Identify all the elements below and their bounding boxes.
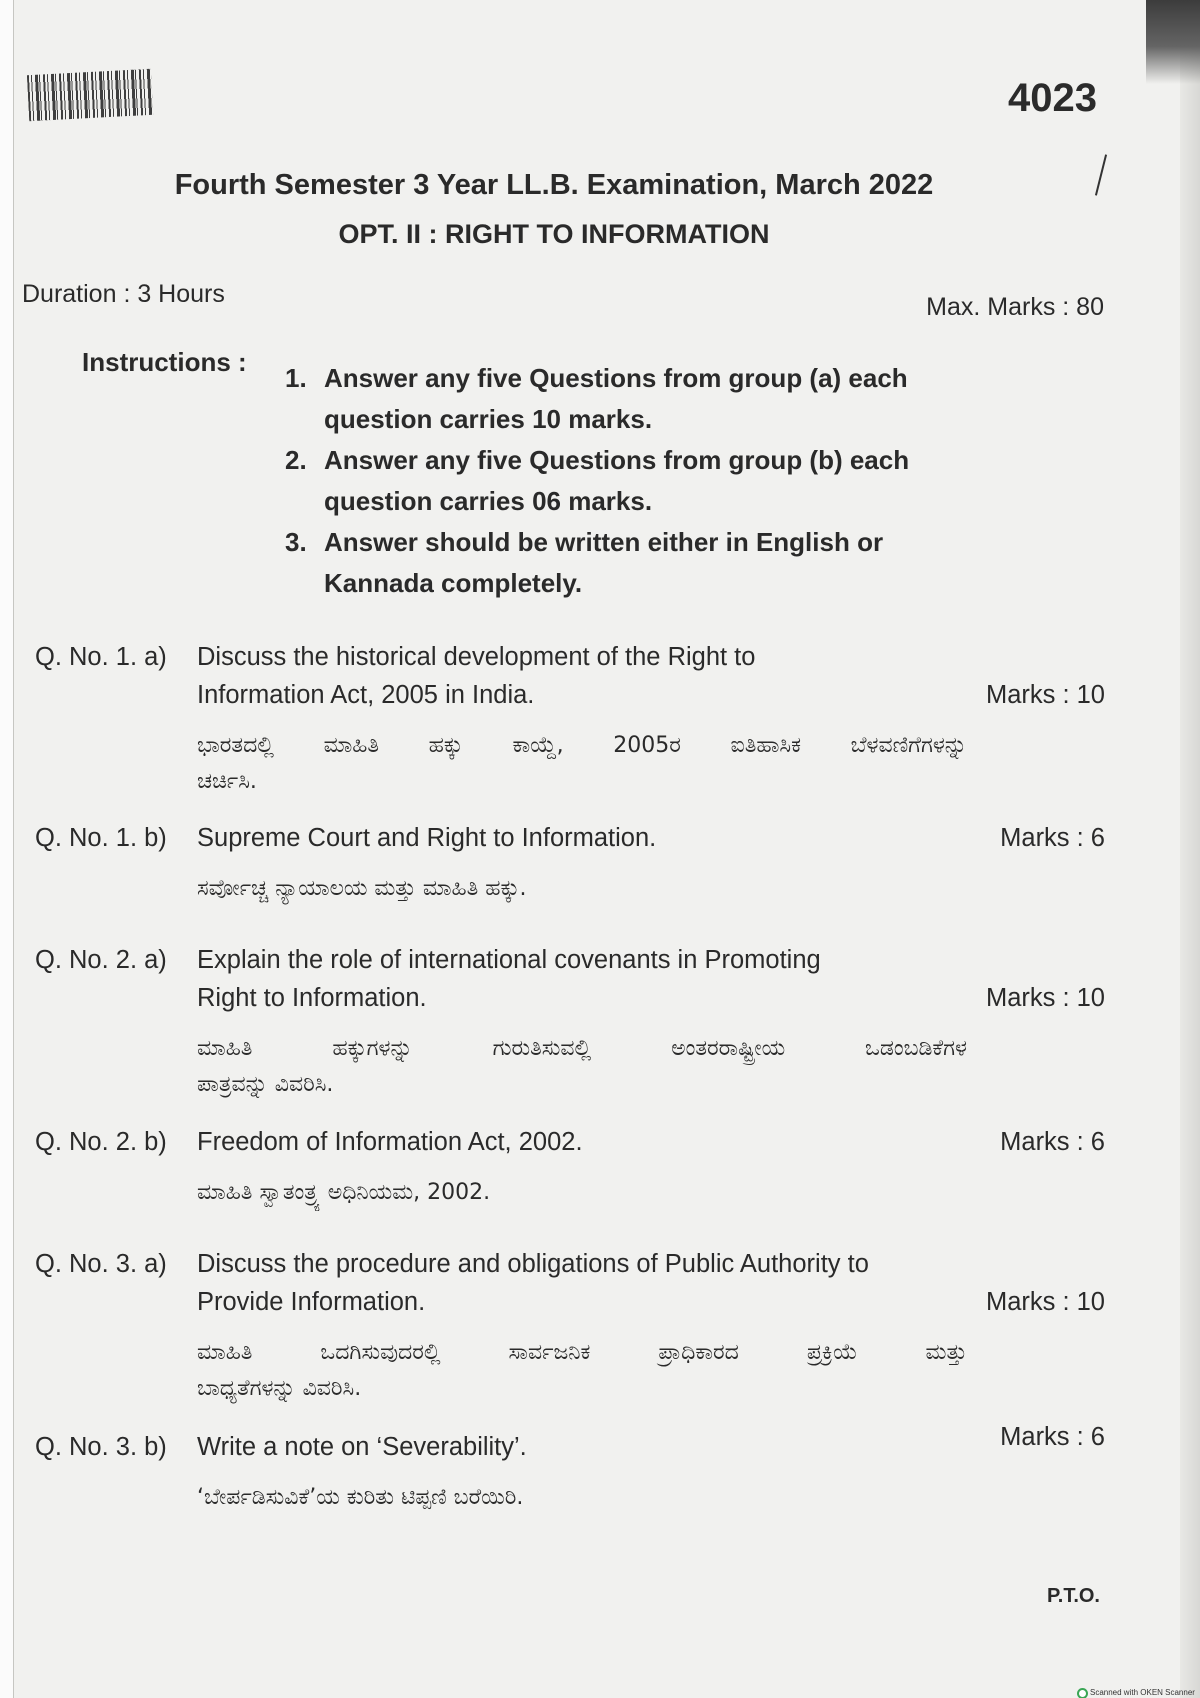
question-text-kannada [197,1480,1105,1516]
question-2a [35,941,1105,1103]
duration: Duration : 3 Hours [22,280,225,308]
scanner-logo-icon [1077,1688,1088,1698]
kannada-line: ಮಾಹಿತಿ ಒದಗಿಸುವುದರಲ್ಲಿ ಸಾರ್ವಜನಿಕ ಪ್ರಾಧಿಕಾರದ ಪ್ರಕ್ರಿಯೆ ಮತ್ತು [197,1340,967,1365]
question-text-kannada [197,1175,1105,1211]
instruction-item [285,440,1025,522]
question-marks: Marks : 10 [985,681,1105,709]
question-text-english: Information Act, 2005 in India. [197,681,535,709]
question-body [197,1123,1105,1211]
question-body [197,1245,1105,1407]
instruction-item [285,358,1025,440]
scanner-watermark: Scanned with OKEN Scanner [1090,1688,1195,1697]
question-1a [35,638,1105,800]
question-marks: Marks : 10 [985,984,1105,1012]
instruction-line: Answer any five Questions from group (b) each [324,445,910,475]
question-label: Q. No. 1. a) [35,643,167,671]
question-3b [35,1423,1105,1516]
question-text-english: Freedom of Information Act, 2002. [197,1128,583,1156]
instruction-item [285,522,1025,604]
scan-corner-shadow [1146,0,1200,84]
paper-code: 4023 [1008,76,1097,120]
question-body [197,819,1105,907]
question-text-english: Right to Information. [197,984,427,1012]
question-body [197,941,1105,1103]
instructions-list [285,358,1025,604]
question-text-english: Supreme Court and Right to Information. [197,824,657,852]
question-text-kannada [197,1335,1105,1407]
question-marks: Marks : 10 [985,1288,1105,1316]
kannada-line: ಮಾಹಿತಿ ಸ್ವಾತಂತ್ರ್ಯ ಅಧಿನಿಯಮ, 2002. [197,1180,491,1205]
scan-right-edge [1180,0,1200,1698]
question-label: Q. No. 2. a) [35,946,167,974]
question-marks: Marks : 6 [1000,1128,1105,1156]
kannada-line: ಮಾಹಿತಿ ಹಕ್ಕುಗಳನ್ನು ಗುರುತಿಸುವಲ್ಲಿ ಅಂತರರಾಷ್ಟ್ರೀಯ ಒಡಂಬಡಿಕೆಗಳ [197,1036,967,1061]
barcode [27,69,153,121]
question-text-english: Discuss the procedure and obligations of Public Authority to [197,1250,869,1278]
scan-left-edge [0,0,14,1698]
kannada-line: ಸರ್ವೋಚ್ಚ ನ್ಯಾಯಾಲಯ ಮತ್ತು ಮಾಹಿತಿ ಹಕ್ಕು. [197,876,527,901]
question-text-kannada [197,1031,1105,1103]
instructions-label: Instructions : [82,347,247,377]
question-text-english: Write a note on ‘Severability’. [197,1433,527,1461]
kannada-line: ‘ಬೇರ್ಪಡಿಸುವಿಕೆ’ಯ ಕುರಿತು ಟಿಪ್ಪಣಿ ಬರೆಯಿರಿ. [197,1485,524,1510]
instruction-line: question carries 10 marks. [324,404,653,434]
question-label: Q. No. 1. b) [35,824,167,852]
exam-title: Fourth Semester 3 Year LL.B. Examination, March 2022 [174,169,934,201]
question-label: Q. No. 3. b) [35,1433,167,1461]
max-marks: Max. Marks : 80 [926,293,1104,321]
question-body [197,638,1105,800]
question-body [197,1428,1105,1516]
question-marks: Marks : 6 [1000,1423,1105,1451]
kannada-line: ಪಾತ್ರವನ್ನು ವಿವರಿಸಿ. [197,1072,334,1097]
instruction-number: 3. [285,527,307,557]
instruction-line: question carries 06 marks. [324,486,653,516]
question-text-kannada [197,728,1105,800]
kannada-line: ಬಾಧ್ಯತೆಗಳನ್ನು ವಿವರಿಸಿ. [197,1376,362,1401]
instruction-line: Kannada completely. [324,568,583,598]
question-label: Q. No. 2. b) [35,1128,167,1156]
subject-title: OPT. II : RIGHT TO INFORMATION [338,219,770,249]
question-text-english: Explain the role of international covenants in Promoting [197,946,821,974]
question-1b [35,819,1105,907]
instruction-number: 2. [285,445,307,475]
question-marks: Marks : 6 [1000,824,1105,852]
question-2b [35,1123,1105,1211]
question-text-english: Provide Information. [197,1288,426,1316]
pto-note: P.T.O. [1047,1585,1100,1607]
instruction-number: 1. [285,363,307,393]
kannada-line: ಚರ್ಚಿಸಿ. [197,769,257,794]
question-label: Q. No. 3. a) [35,1250,167,1278]
question-text-english: Discuss the historical development of the Right to [197,643,756,671]
kannada-line: ಭಾರತದಲ್ಲಿ ಮಾಹಿತಿ ಹಕ್ಕು ಕಾಯ್ದೆ, 2005ರ ಐತಿಹಾಸಿಕ ಬೆಳವಣಿಗೆಗಳನ್ನು [197,733,967,758]
instruction-line: Answer should be written either in English or [324,527,884,557]
question-3a [35,1245,1105,1407]
instruction-line: Answer any five Questions from group (a) each [324,363,908,393]
question-text-kannada [197,871,1105,907]
